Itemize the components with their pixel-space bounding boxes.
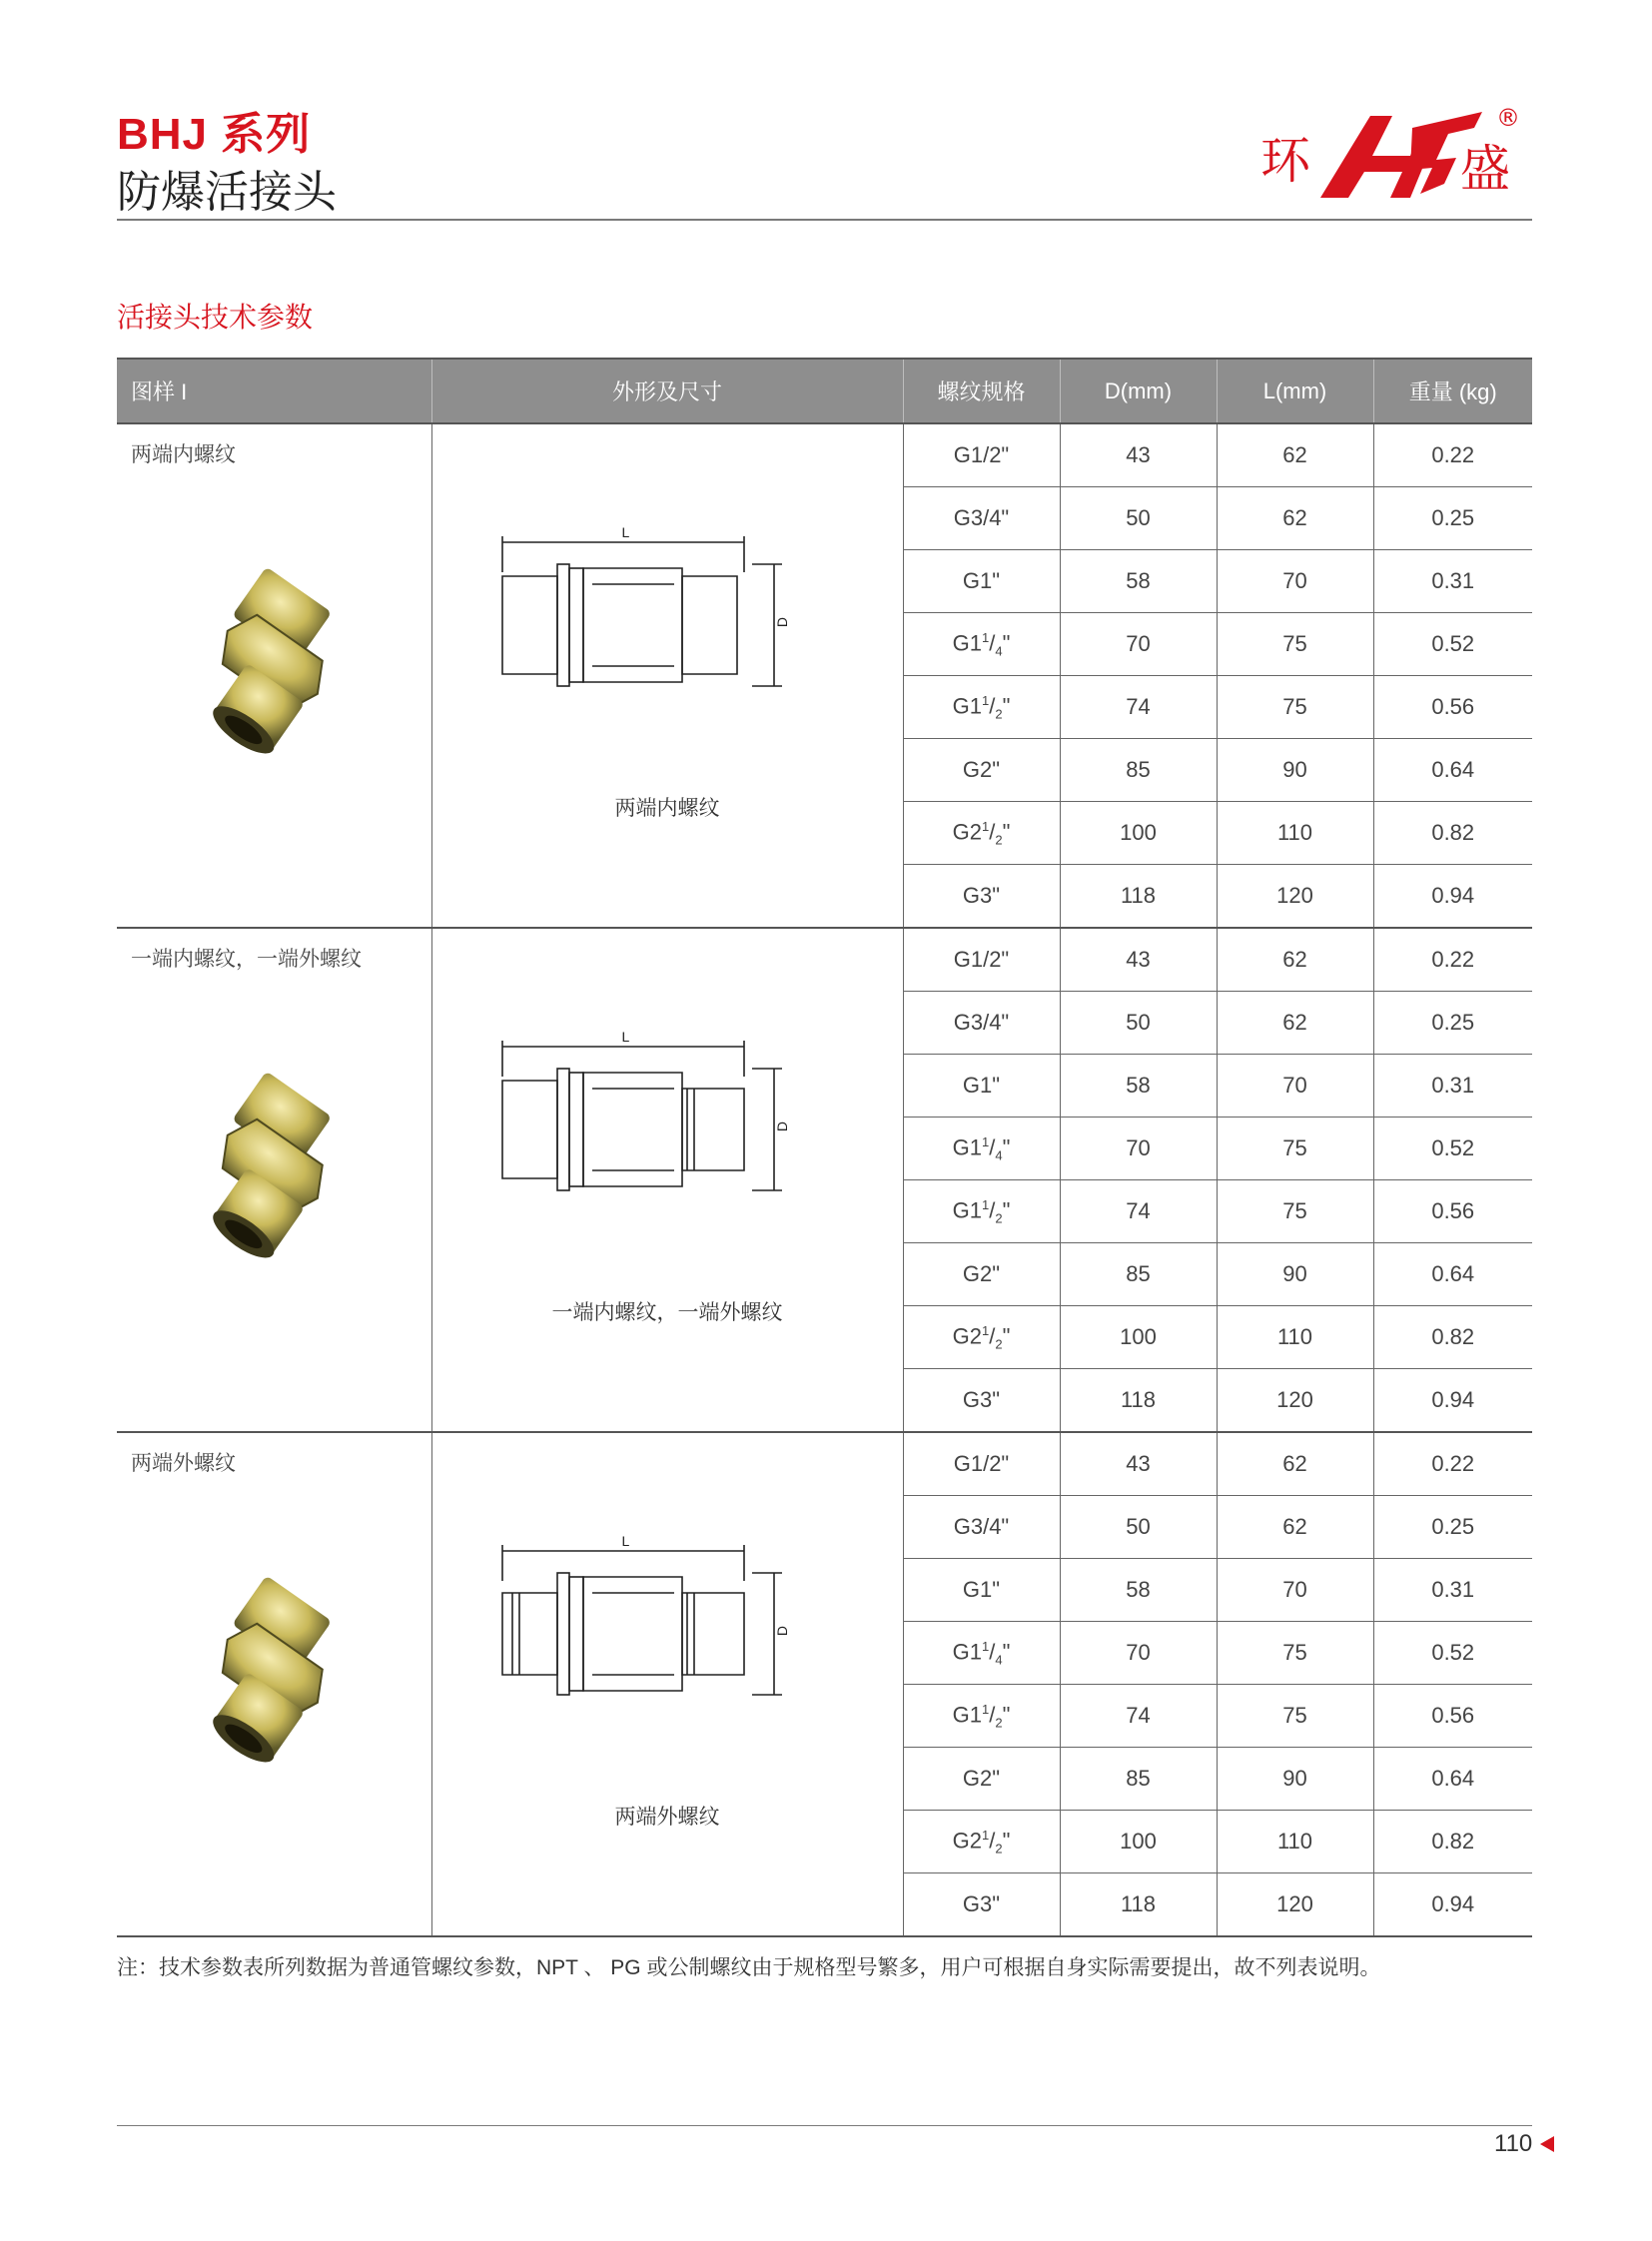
thread-spec-cell: $G1^1/_4$"	[903, 1622, 1060, 1685]
d-cell: 85	[1060, 1243, 1217, 1306]
weight-cell: 0.82	[1373, 802, 1532, 865]
l-cell: 75	[1217, 676, 1373, 739]
brand-logo	[1260, 98, 1530, 210]
dim-l-label: L	[621, 1029, 630, 1045]
shape-cell	[431, 928, 903, 1432]
dim-l-label: L	[621, 1533, 630, 1549]
thread-spec-cell: G2"	[903, 739, 1060, 802]
l-cell: 75	[1217, 1622, 1373, 1685]
d-cell: 43	[1060, 423, 1217, 487]
weight-cell: 0.94	[1373, 865, 1532, 929]
header-l: L(mm)	[1217, 359, 1373, 423]
header-figure: 图样 I	[117, 359, 431, 423]
l-cell: 62	[1217, 423, 1373, 487]
thread-spec-cell: G1"	[903, 1559, 1060, 1622]
logo-right-char: 盛	[1460, 140, 1510, 198]
fitting-photo	[181, 568, 381, 768]
drawing-caption: 两端内螺纹	[614, 797, 720, 820]
thread-spec-cell: G3"	[903, 865, 1060, 929]
weight-cell: 0.56	[1373, 676, 1532, 739]
d-cell: 58	[1060, 1055, 1217, 1118]
d-cell: 74	[1060, 1180, 1217, 1243]
figure-label: 一端内螺纹，一端外螺纹	[131, 948, 362, 971]
d-cell: 70	[1060, 1118, 1217, 1180]
l-cell: 110	[1217, 1306, 1373, 1369]
thread-spec-cell: G2"	[903, 1243, 1060, 1306]
d-cell: 70	[1060, 1622, 1217, 1685]
weight-cell: 0.56	[1373, 1685, 1532, 1748]
thread-spec-cell: $G1^1/_4$"	[903, 1118, 1060, 1180]
weight-cell: 0.25	[1373, 1496, 1532, 1559]
weight-cell: 0.52	[1373, 613, 1532, 676]
l-cell: 110	[1217, 802, 1373, 865]
thread-spec-cell: G1"	[903, 1055, 1060, 1118]
thread-spec-cell: G3/4"	[903, 992, 1060, 1055]
weight-cell: 0.64	[1373, 739, 1532, 802]
l-cell: 120	[1217, 1873, 1373, 1937]
section-title: 活接头技术参数	[117, 302, 314, 333]
table-header-row	[117, 359, 1532, 423]
dimension-drawing	[482, 1029, 882, 1228]
l-cell: 75	[1217, 1180, 1373, 1243]
d-cell: 58	[1060, 550, 1217, 613]
d-cell: 100	[1060, 802, 1217, 865]
l-cell: 62	[1217, 1432, 1373, 1496]
thread-spec-cell: G1/2"	[903, 1432, 1060, 1496]
l-cell: 62	[1217, 1496, 1373, 1559]
product-title: 防爆活接头	[117, 168, 337, 217]
series-title: BHJ 系列	[117, 110, 312, 159]
l-cell: 75	[1217, 613, 1373, 676]
thread-spec-cell: G3"	[903, 1873, 1060, 1937]
d-cell: 43	[1060, 928, 1217, 992]
dim-d-label: D	[773, 1625, 790, 1637]
weight-cell: 0.82	[1373, 1306, 1532, 1369]
thread-spec-cell: $G1^1/_2$"	[903, 1180, 1060, 1243]
weight-cell: 0.31	[1373, 550, 1532, 613]
drawing-caption: 两端外螺纹	[614, 1806, 720, 1829]
d-cell: 85	[1060, 739, 1217, 802]
dim-l-label: L	[621, 524, 630, 540]
d-cell: 50	[1060, 1496, 1217, 1559]
header-weight: 重量 (kg)	[1373, 359, 1532, 423]
thread-spec-cell: G3/4"	[903, 1496, 1060, 1559]
thread-spec-cell: G1/2"	[903, 928, 1060, 992]
l-cell: 90	[1217, 1243, 1373, 1306]
weight-cell: 0.56	[1373, 1180, 1532, 1243]
weight-cell: 0.25	[1373, 992, 1532, 1055]
weight-cell: 0.25	[1373, 487, 1532, 550]
l-cell: 90	[1217, 1748, 1373, 1811]
thread-spec-cell: $G1^1/_2$"	[903, 676, 1060, 739]
figure-cell	[117, 423, 431, 928]
page-arrow-icon	[1540, 2136, 1554, 2152]
dimension-drawing	[482, 524, 882, 724]
l-cell: 62	[1217, 992, 1373, 1055]
weight-cell: 0.52	[1373, 1118, 1532, 1180]
weight-cell: 0.94	[1373, 1873, 1532, 1937]
drawing-caption: 一端内螺纹，一端外螺纹	[551, 1301, 783, 1324]
dimension-drawing	[482, 1533, 882, 1733]
l-cell: 62	[1217, 928, 1373, 992]
weight-cell: 0.94	[1373, 1369, 1532, 1433]
l-cell: 62	[1217, 487, 1373, 550]
thread-spec-cell: G3/4"	[903, 487, 1060, 550]
shape-cell	[431, 423, 903, 928]
header-divider	[117, 219, 1532, 221]
header-shape: 外形及尺寸	[431, 359, 903, 423]
l-cell: 75	[1217, 1685, 1373, 1748]
logo-left-char: 环	[1260, 132, 1310, 190]
d-cell: 100	[1060, 1306, 1217, 1369]
thread-spec-cell: G3"	[903, 1369, 1060, 1433]
spec-table	[117, 358, 1532, 1937]
weight-cell: 0.82	[1373, 1811, 1532, 1873]
dim-d-label: D	[773, 616, 790, 628]
shape-cell	[431, 1432, 903, 1936]
header-d: D(mm)	[1060, 359, 1217, 423]
weight-cell: 0.22	[1373, 423, 1532, 487]
l-cell: 110	[1217, 1811, 1373, 1873]
figure-label: 两端外螺纹	[131, 1452, 236, 1475]
l-cell: 70	[1217, 1559, 1373, 1622]
d-cell: 50	[1060, 487, 1217, 550]
thread-spec-cell: G2"	[903, 1748, 1060, 1811]
l-cell: 120	[1217, 865, 1373, 929]
footer-divider	[117, 2125, 1532, 2126]
table-row	[117, 928, 1532, 992]
l-cell: 70	[1217, 550, 1373, 613]
d-cell: 85	[1060, 1748, 1217, 1811]
d-cell: 50	[1060, 992, 1217, 1055]
table-row	[117, 423, 1532, 487]
weight-cell: 0.31	[1373, 1055, 1532, 1118]
weight-cell: 0.31	[1373, 1559, 1532, 1622]
fitting-photo	[181, 1577, 381, 1777]
weight-cell: 0.22	[1373, 1432, 1532, 1496]
registered-mark: ®	[1496, 104, 1520, 132]
footnote: 注：技术参数表所列数据为普通管螺纹参数，NPT 、 PG 或公制螺纹由于规格型号繁多，用户可根据自身实际需要提出，故不列表说明。	[117, 1956, 1381, 1979]
d-cell: 100	[1060, 1811, 1217, 1873]
page-number: 110	[1494, 2130, 1533, 2157]
l-cell: 120	[1217, 1369, 1373, 1433]
thread-spec-cell: G1"	[903, 550, 1060, 613]
d-cell: 70	[1060, 613, 1217, 676]
weight-cell: 0.52	[1373, 1622, 1532, 1685]
d-cell: 118	[1060, 865, 1217, 929]
l-cell: 90	[1217, 739, 1373, 802]
weight-cell: 0.22	[1373, 928, 1532, 992]
weight-cell: 0.64	[1373, 1243, 1532, 1306]
d-cell: 43	[1060, 1432, 1217, 1496]
d-cell: 118	[1060, 1369, 1217, 1433]
thread-spec-cell: $G2^1/_2$"	[903, 1811, 1060, 1873]
figure-label: 两端内螺纹	[131, 443, 236, 466]
weight-cell: 0.64	[1373, 1748, 1532, 1811]
figure-cell	[117, 928, 431, 1432]
fitting-photo	[181, 1073, 381, 1272]
thread-spec-cell: G1/2"	[903, 423, 1060, 487]
d-cell: 74	[1060, 676, 1217, 739]
l-cell: 70	[1217, 1055, 1373, 1118]
dim-d-label: D	[773, 1120, 790, 1132]
thread-spec-cell: $G1^1/_2$"	[903, 1685, 1060, 1748]
d-cell: 74	[1060, 1685, 1217, 1748]
figure-cell	[117, 1432, 431, 1936]
table-row	[117, 1432, 1532, 1496]
thread-spec-cell: $G1^1/_4$"	[903, 613, 1060, 676]
header-thread: 螺纹规格	[903, 359, 1060, 423]
thread-spec-cell: $G2^1/_2$"	[903, 802, 1060, 865]
d-cell: 118	[1060, 1873, 1217, 1937]
d-cell: 58	[1060, 1559, 1217, 1622]
l-cell: 75	[1217, 1118, 1373, 1180]
thread-spec-cell: $G2^1/_2$"	[903, 1306, 1060, 1369]
